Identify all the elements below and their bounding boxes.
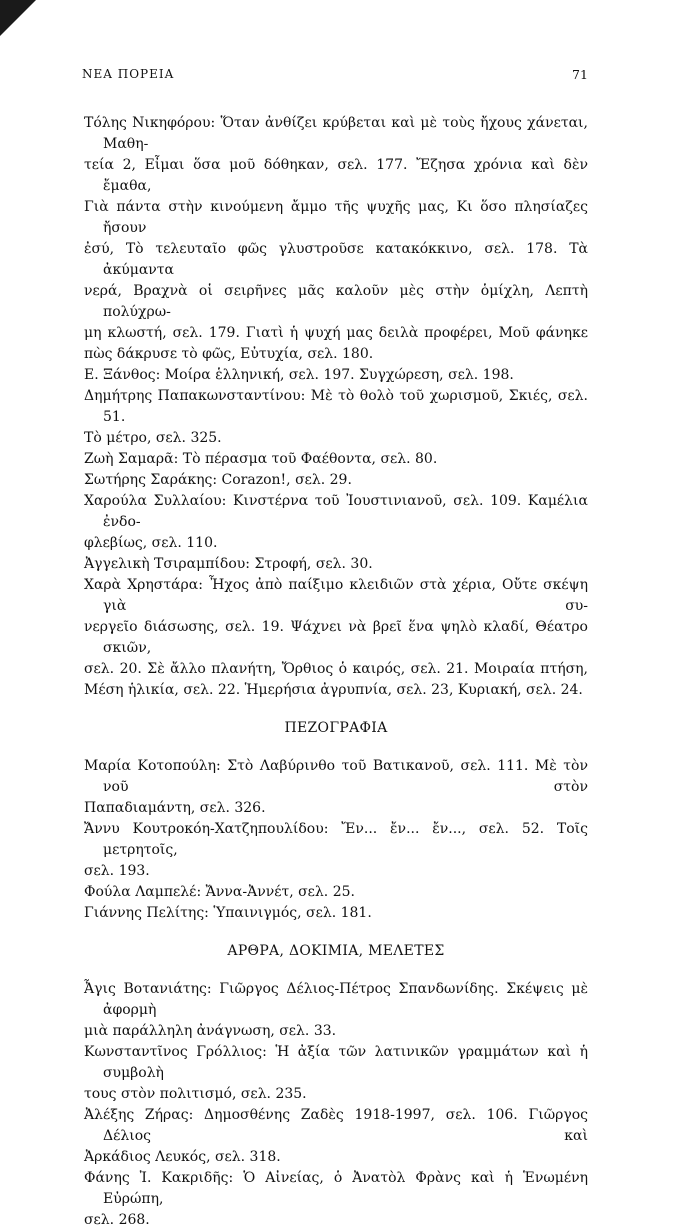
- entry-line: τους στὸν πολιτισμό, σελ. 235.: [84, 1086, 307, 1102]
- index-content: [84, 113, 588, 1231]
- index-entry: [84, 1042, 588, 1105]
- entry-line: σελ. 268.: [84, 1212, 150, 1228]
- entry-line: Γιὰ πάντα στὴν κινούμενη ἄμμο τῆς ψυχῆς μας, Κι ὅσο πλησίαζες ἤσουν: [84, 199, 588, 236]
- index-entry: [84, 470, 588, 491]
- prose-entry-list: [84, 756, 588, 924]
- index-entry: [84, 575, 588, 701]
- entry-line: φλεβίως, σελ. 110.: [84, 535, 218, 551]
- entry-line: Γιάννης Πελίτης: Ὑπαινιγμός, σελ. 181.: [84, 905, 372, 921]
- scan-corner-shadow: [0, 0, 36, 36]
- entry-line: Τὸ μέτρο, σελ. 325.: [84, 430, 222, 446]
- entry-line: τεία 2, Εἶμαι ὅσα μοῦ δόθηκαν, σελ. 177. Ἔζησα χρόνια καὶ δὲν ἔμαθα,: [84, 157, 588, 194]
- index-entry: [84, 903, 588, 924]
- index-entry: [84, 882, 588, 903]
- entry-line: Ἀγγελικὴ Τσιραμπίδου: Στροφή, σελ. 30.: [84, 556, 373, 572]
- index-entry: [84, 1168, 588, 1231]
- entry-line: μιὰ παράλληλη ἀνάγνωση, σελ. 33.: [84, 1023, 337, 1039]
- entry-line: Ζωὴ Σαμαρᾶ: Τὸ πέρασμα τοῦ Φαέθοντα, σελ. 80.: [84, 451, 438, 467]
- index-entry: [84, 386, 588, 449]
- entry-line: Μαρία Κοτοπούλη: Στὸ Λαβύρινθο τοῦ Βατικανοῦ, σελ. 111. Μὲ τὸν νοῦ στὸν: [84, 758, 588, 795]
- running-head: ΝΕΑ ΠΟΡΕΙΑ: [82, 67, 175, 81]
- entry-line: μη κλωστή, σελ. 179. Γιατὶ ἡ ψυχή μας δειλὰ προφέρει, Μοῦ φάνηκε: [84, 325, 588, 341]
- entry-line: σελ. 20. Σὲ ἄλλο πλανήτη, Ὄρθιος ὁ καιρός, σελ. 21. Μοιραία πτήση,: [84, 661, 588, 677]
- entry-line: νερά, Βραχνὰ οἱ σειρῆνες μᾶς καλοῦν μὲς στὴν ὁμίχλη, Λεπτὴ πολύχρω-: [84, 283, 588, 320]
- index-entry: [84, 554, 588, 575]
- entry-line: Ἆγις Βοτανιάτης: Γιῶργος Δέλιος-Πέτρος Σπανδωνίδης. Σκέψεις μὲ ἀφορμὴ: [84, 981, 588, 1018]
- entry-line: Παπαδιαμάντη, σελ. 326.: [84, 800, 266, 816]
- index-entry: [84, 1105, 588, 1168]
- entry-line: Ἀλέξης Ζήρας: Δημοσθένης Ζαδὲς 1918-1997, σελ. 106. Γιῶργος Δέλιος καὶ: [84, 1107, 588, 1144]
- entry-line: Ε. Ξάνθος: Μοίρα ἑλληνική, σελ. 197. Συγχώρεση, σελ. 198.: [84, 367, 514, 383]
- entry-line: Φούλα Λαμπελέ: Ἄννα-Ἀννέτ, σελ. 25.: [84, 884, 355, 900]
- index-entry: [84, 491, 588, 554]
- entry-line: Τόλης Νικηφόρου: Ὅταν ἀνθίζει κρύβεται καὶ μὲ τοὺς ἤχους χάνεται, Μαθη-: [84, 115, 588, 152]
- index-entry: [84, 979, 588, 1042]
- page-number: 71: [572, 67, 588, 82]
- entry-line: Χαρὰ Χρηστάρα: Ἦχος ἀπὸ παίξιμο κλειδιῶν στὰ χέρια, Οὔτε σκέψη γιὰ συ-: [84, 577, 588, 614]
- entry-line: πὼς δάκρυσε τὸ φῶς, Εὐτυχία, σελ. 180.: [84, 346, 374, 362]
- index-entry: [84, 365, 588, 386]
- entry-line: σελ. 193.: [84, 863, 150, 879]
- entry-line: νεργεῖο διάσωσης, σελ. 19. Ψάχνει νὰ βρεῖ ἕνα ψηλὸ κλαδί, Θέατρο σκιῶν,: [84, 619, 588, 656]
- entry-line: Χαρούλα Συλλαίου: Κινστέρνα τοῦ Ἰουστινιανοῦ, σελ. 109. Καμέλια ἐνδο-: [84, 493, 588, 530]
- index-entry: [84, 756, 588, 819]
- section-heading-articles: ΑΡΘΡΑ, ΔΟΚΙΜΙΑ, ΜΕΛΕΤΕΣ: [227, 943, 445, 959]
- entry-line: Μέση ἡλικία, σελ. 22. Ἡμερήσια ἀγρυπνία, σελ. 23, Κυριακή, σελ. 24.: [84, 682, 583, 698]
- index-entry: [84, 819, 588, 882]
- entry-line: Ἄννυ Κουτροκόη-Χατζηπουλίδου: Ἔν... ἔν... ἔν..., σελ. 52. Τοῖς μετρητοῖς,: [84, 821, 588, 858]
- entry-line: Φάνης Ἰ. Κακριδῆς: Ὁ Αἰνείας, ὁ Ἀνατὸλ Φρὰνς καὶ ἡ Ἑνωμένη Εὐρώπη,: [84, 1170, 588, 1207]
- articles-entry-list: [84, 979, 588, 1231]
- entry-line: Δημήτρης Παπακωνσταντίνου: Μὲ τὸ θολὸ τοῦ χωρισμοῦ, Σκιές, σελ. 51.: [84, 388, 588, 425]
- index-entry: [84, 449, 588, 470]
- poetry-entry-list: [84, 113, 588, 701]
- section-heading-prose: ΠΕΖΟΓΡΑΦΙΑ: [284, 720, 388, 736]
- entry-line: Κωνσταντῖνος Γρόλλιος: Ἡ ἀξία τῶν λατινικῶν γραμμάτων καὶ ἡ συμβολὴ: [84, 1044, 588, 1081]
- index-entry: [84, 113, 588, 365]
- entry-line: ἐσύ, Τὸ τελευταῖο φῶς γλυστροῦσε κατακόκκινο, σελ. 178. Τὰ ἀκύμαντα: [84, 241, 588, 278]
- entry-line: Σωτήρης Σαράκης: Corazon!, σελ. 29.: [84, 472, 352, 488]
- entry-line: Ἀρκάδιος Λευκός, σελ. 318.: [84, 1149, 281, 1165]
